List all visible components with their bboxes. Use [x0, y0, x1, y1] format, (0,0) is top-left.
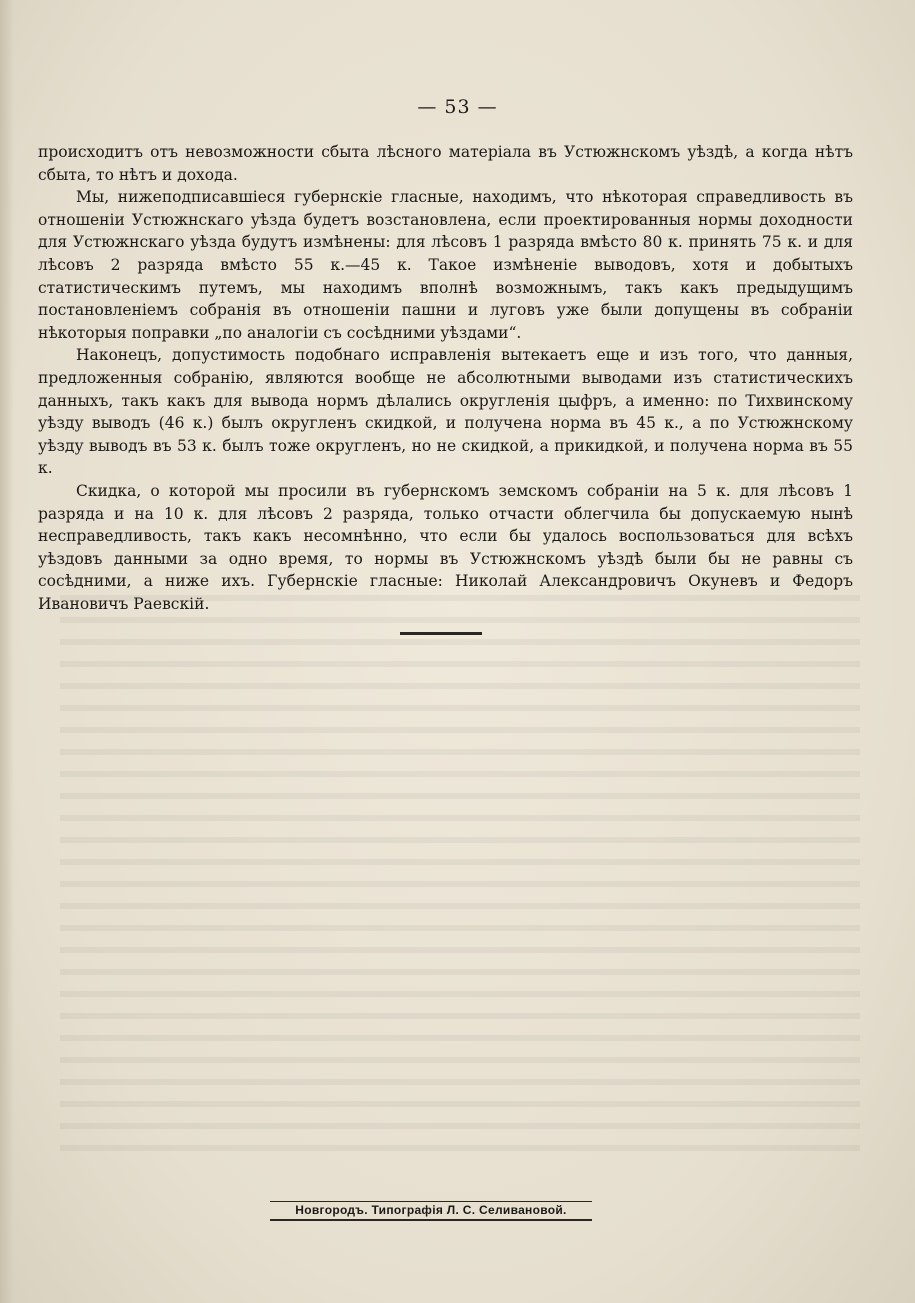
imprint-rule-top [270, 1201, 592, 1202]
paragraph-conclusion-signatures: Скидка, о которой мы просили въ губернскомъ земскомъ собраніи на 5 к. для лѣсовъ 1 разряда и на 10 к. для лѣсовъ 2 разряда, только отчасти облегчила бы допускаемую нынѣ несправедливость, такъ какъ несомнѣнно, что если бы удалось воспользоваться для всѣхъ уѣздовъ данными за одно время, то нормы въ Устюжнскомъ уѣздѣ были бы не равны съ сосѣдними, а ниже ихъ. Губернскіе гласные: Николай Александровичъ Окуневъ и Федоръ Ивановичъ Раевскій. [38, 481, 853, 613]
paragraph-proposal: Мы, нижеподписавшіеся губернскіе гласные, находимъ, что нѣкоторая справедливость въ отношеніи Устюжнскаго уѣзда будетъ возстановлена, если проектированныя нормы доходности для Устюжнскаго уѣзда будутъ измѣнены: для лѣсовъ 1 разряда вмѣсто 80 к. принять 75 к. и для лѣсовъ 2 разряда вмѣсто 55 к.—45 к. Такое измѣненіе выводовъ, хотя и добытыхъ статистическимъ путемъ, мы находимъ вполнѣ возможнымъ, такъ какъ предыдущимъ постановленіемъ собранія въ отношеніи пашни и луговъ уже были допущены въ собраніи нѣкоторыя поправки „по аналогіи съ сосѣдними уѣздами“. [38, 188, 853, 342]
paragraph-continuation: происходитъ отъ невозможности сбыта лѣсного матеріала въ Устюжнскомъ уѣздѣ, а когда нѣтъ сбыта, то нѣтъ и дохода. [38, 143, 853, 184]
show-through-texture [60, 595, 860, 1155]
paragraph-rounding: Наконецъ, допустимость подобнаго исправленія вытекаетъ еще и изъ того, что данныя, предложенныя собранію, являются вообще не абсолютными выводами изъ статистическихъ данныхъ, такъ какъ для вывода нормъ дѣлались округленія цыфръ, а именно: по Тихвинскому уѣзду выводъ (46 к.) былъ округленъ скидкой, и получена норма въ 45 к., а по Устюжнскому уѣзду выводъ въ 53 к. былъ тоже округленъ, но не скидкой, а прикидкой, и получена норма въ 55 к. [38, 346, 853, 478]
imprint-rule-bottom [270, 1219, 592, 1221]
page-number: — 53 — [417, 96, 498, 118]
printer-imprint: Новгородъ. Типографія Л. С. Селивановой. [295, 1203, 567, 1217]
page-edge-shadow [0, 0, 14, 1303]
body-text [38, 141, 853, 615]
